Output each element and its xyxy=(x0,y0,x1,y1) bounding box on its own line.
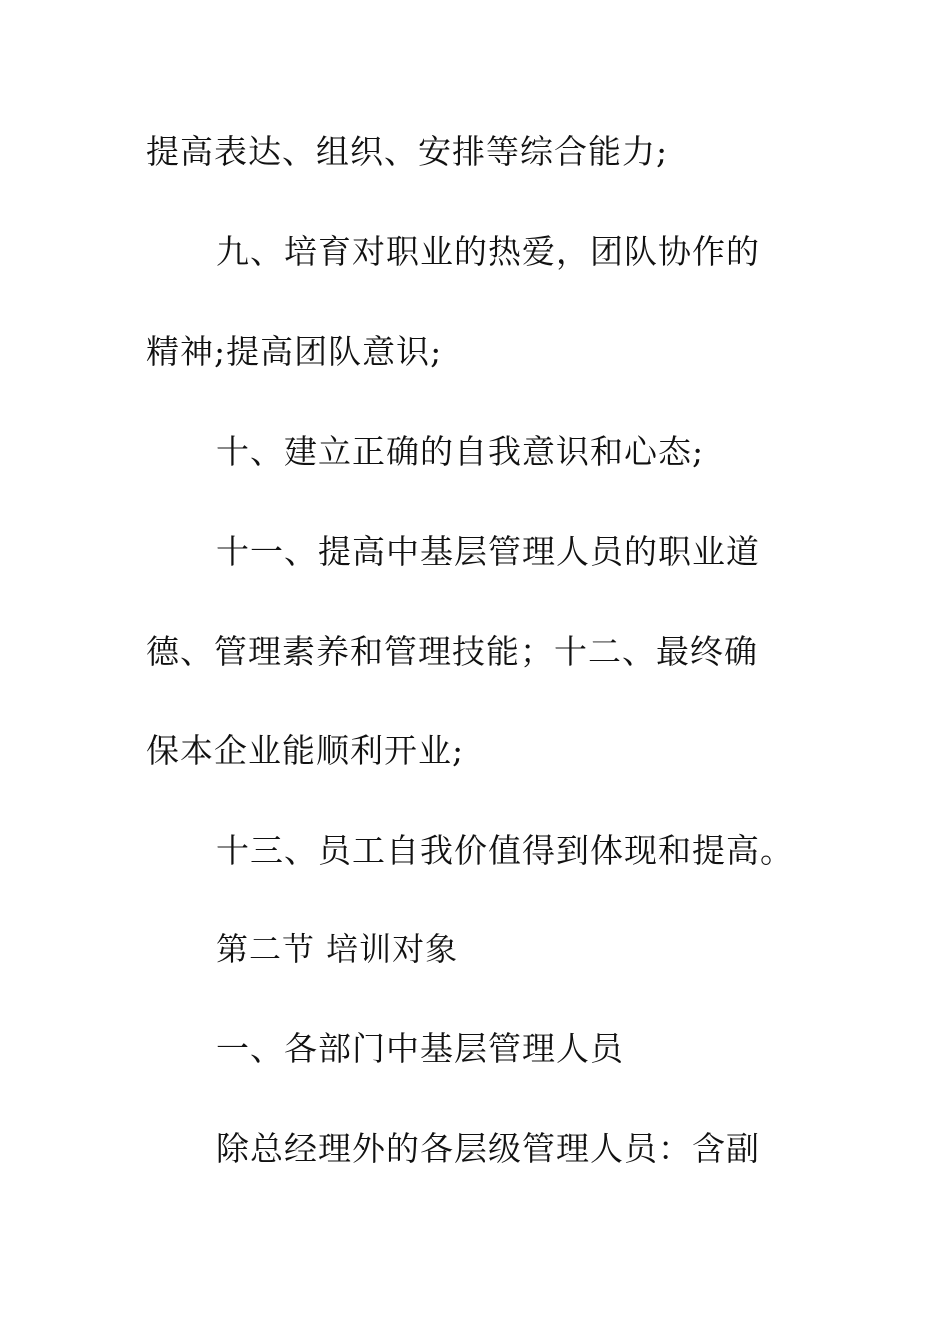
text-line: 十一、提高中基层管理人员的职业道 xyxy=(216,532,760,571)
text-line: 德、管理素养和管理技能；十二、最终确 xyxy=(146,632,758,671)
text-line: 除总经理外的各层级管理人员：含副 xyxy=(216,1129,760,1168)
text-line: 十三、员工自我价值得到体现和提高。 xyxy=(216,831,794,870)
text-line: 十、建立正确的自我意识和心态; xyxy=(216,432,705,471)
text-line: 九、培育对职业的热爱，团队协作的 xyxy=(216,232,760,271)
text-line: 保本企业能顺利开业; xyxy=(146,731,465,770)
text-line: 一、各部门中基层管理人员 xyxy=(216,1029,624,1068)
text-line: 精神;提高团队意识; xyxy=(146,332,443,371)
text-line: 提高表达、组织、安排等综合能力; xyxy=(146,132,669,171)
section-heading: 第二节 培训对象 xyxy=(216,930,459,968)
